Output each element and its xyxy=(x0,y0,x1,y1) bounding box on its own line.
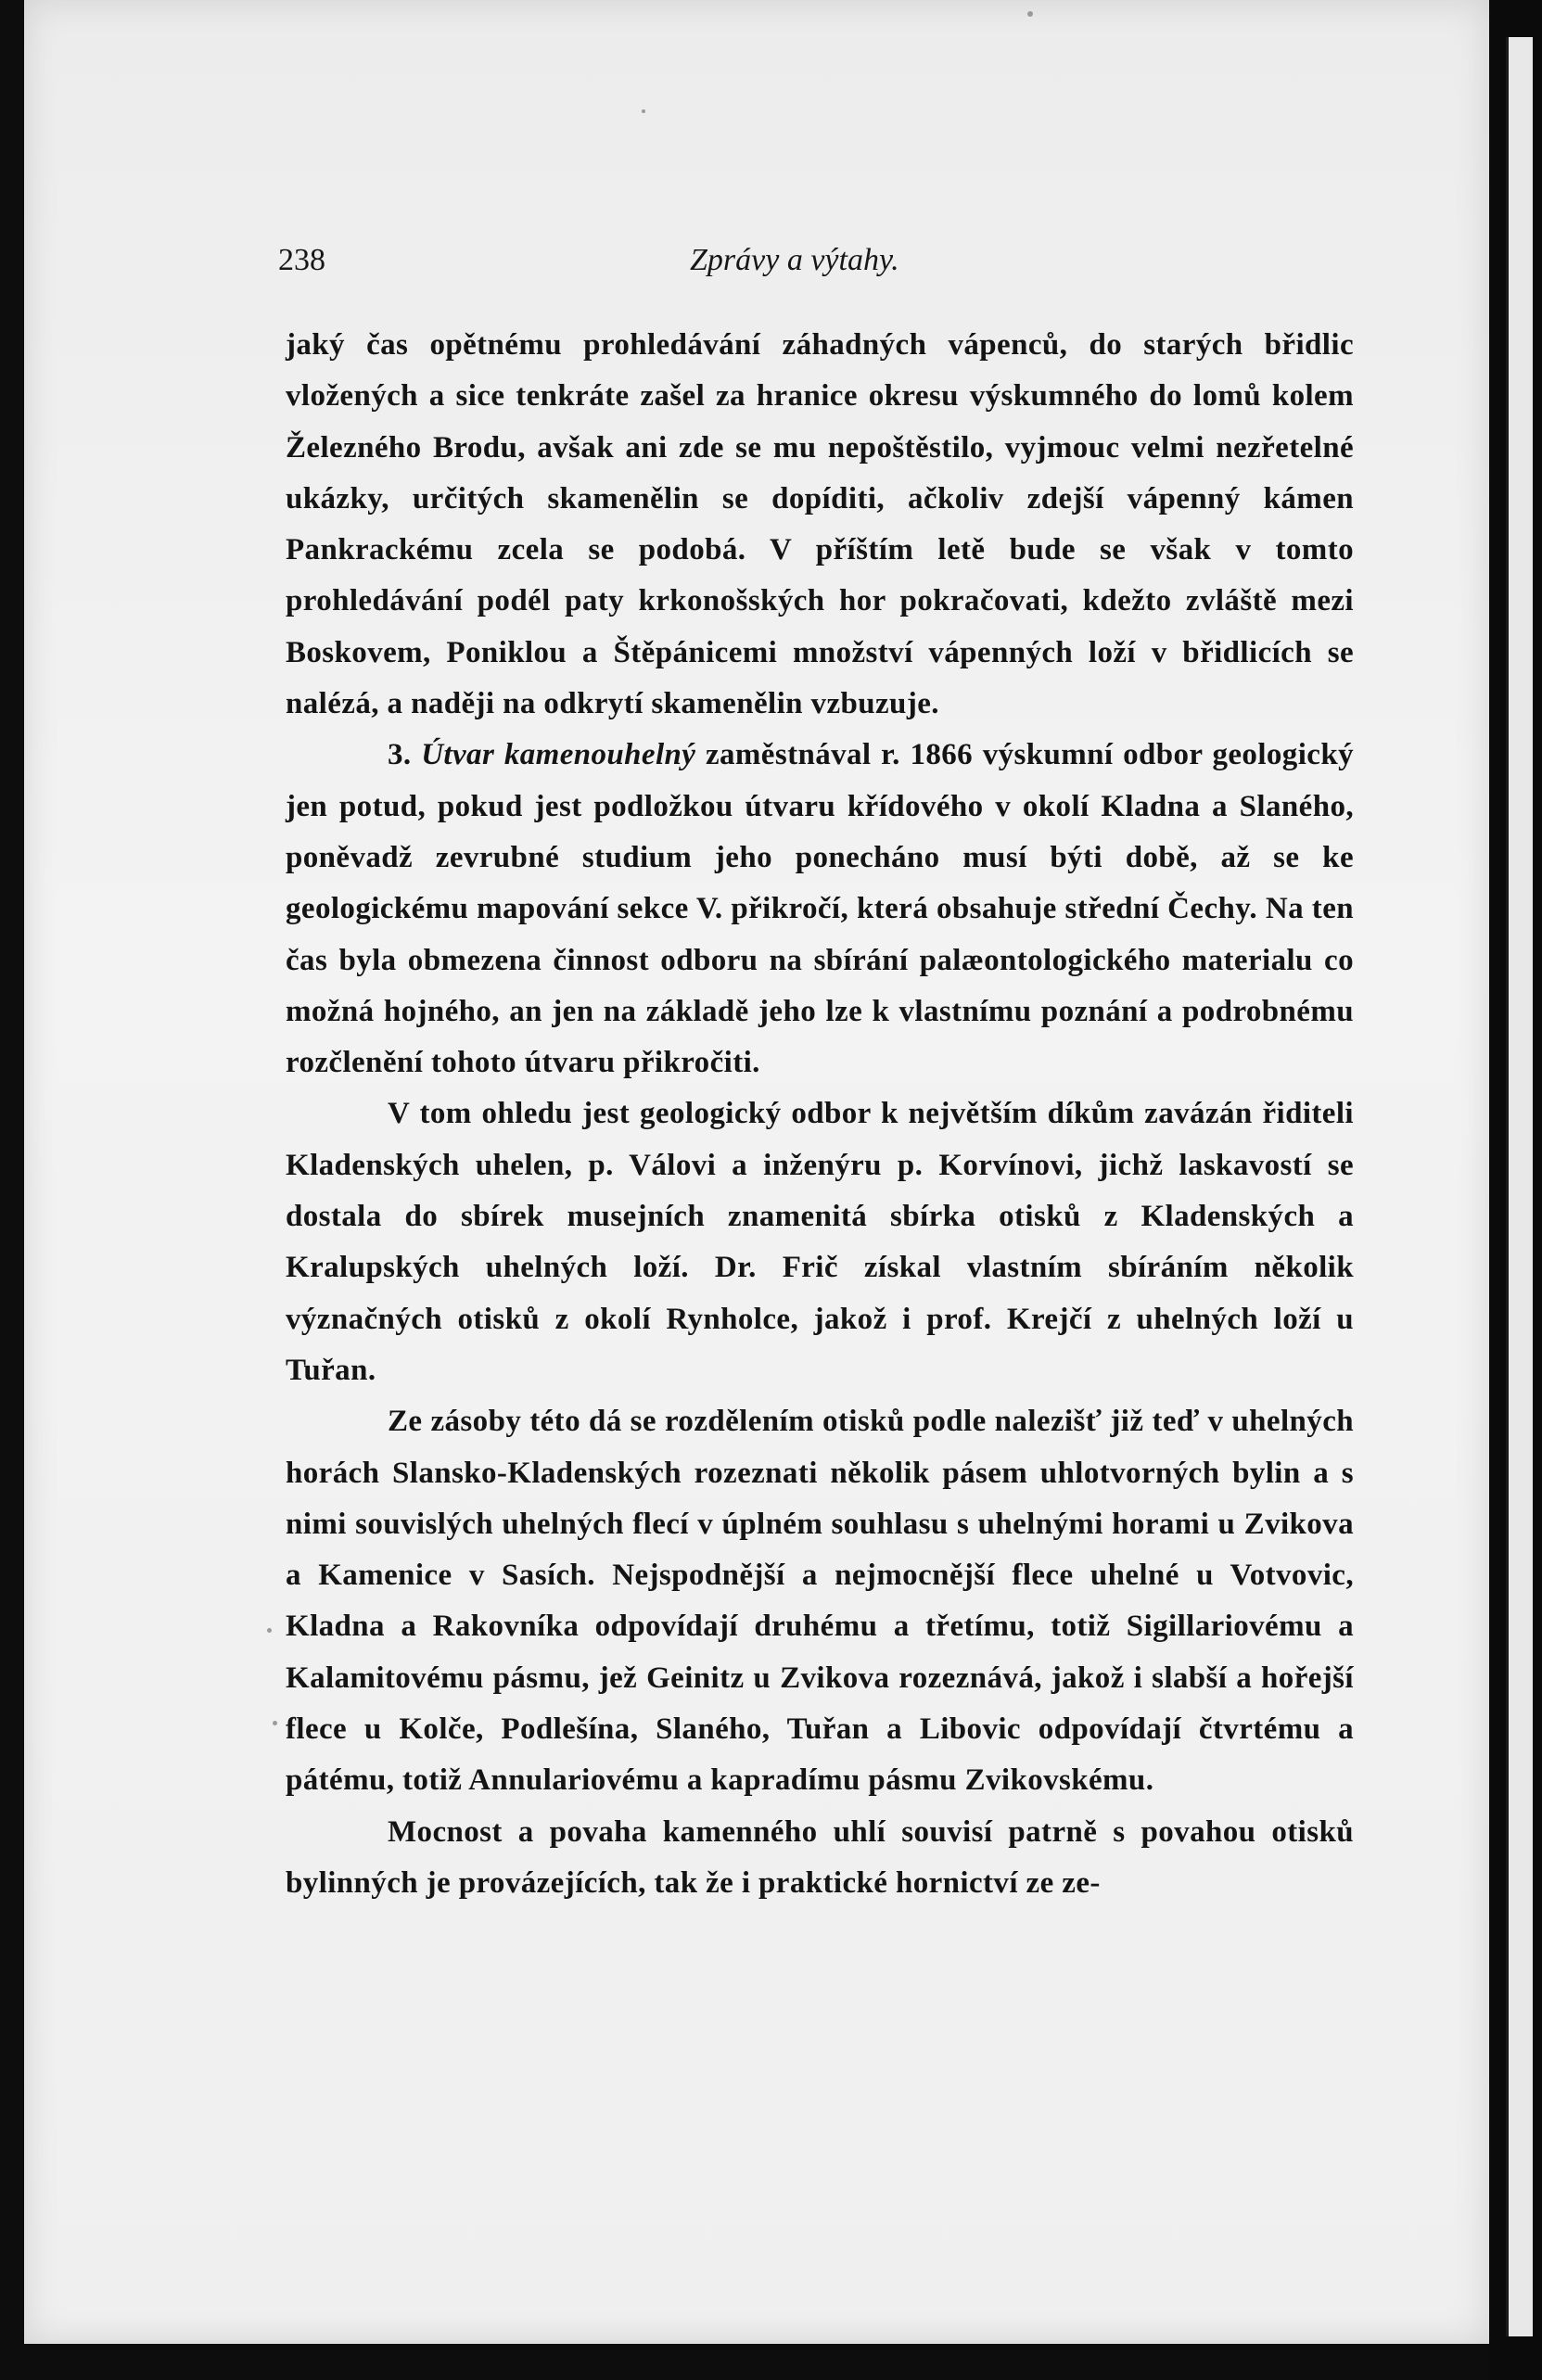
speck-mark xyxy=(267,1628,272,1633)
page-header xyxy=(278,243,1354,286)
paragraph-3: V tom ohledu jest geologický odbor k největším díkům zavázán řiditeli Kladenských uhelen, p. Válovi a inženýru p. Korvínovi, jichž laskavostí se dostala do sbírek musejních znamenitá sbírka otisků z Kladenských a Kralupských uhelných loží. Dr. Frič získal vlastním sbíráním několik význačných otisků z okolí Rynholce, jakož i prof. Krejčí z uhelných loží u Tuřan. xyxy=(286,1097,1354,1387)
running-head: Zprávy a výtahy. xyxy=(690,243,899,277)
speck-mark xyxy=(273,1721,277,1725)
paragraph-5: Mocnost a povaha kamenného uhlí souvisí patrně s povahou otisků bylinných je provázejících, tak že i praktické hornictví ze ze- xyxy=(286,1814,1354,1900)
paragraph-1: jaký čas opětnému prohledávání záhadných vápenců, do starých břidlic vložených a sice tenkráte zašel za hranice okresu výskumného do lomů kolem Železného Brodu, avšak ani zde se mu nepoštěstilo, vyjmouc velmi nezřetelné ukázky, určitých skamenělin se dopíditi, ačkoliv zdejší vápenný kámen Pankrackému zcela se podobá. V příštím letě bude se však v tomto prohledávání podél paty krkonošských hor pokračovati, kdežto zvláště mezi Boskovem, Poniklou a Štěpánicemi množství vápenných loží v břidlicích se nalézá, a naději na odkrytí skamenělin vzbuzuje. xyxy=(286,328,1354,721)
speck-mark xyxy=(1027,11,1033,17)
adjacent-page-edge xyxy=(1489,0,1542,2380)
section-title: Útvar kamenouhelný xyxy=(421,738,696,772)
paragraph-2 xyxy=(286,730,1354,1088)
adjacent-page-strip xyxy=(1506,37,1533,2336)
speck-mark xyxy=(642,109,645,113)
paragraph-2-text: zaměstnával r. 1866 výskumní odbor geologický jen potud, pokud jest podložkou útvaru křídového v okolí Kladna a Slaného, poněvadž zevrubné studium jeho ponecháno musí býti době, až se ke geologickému mapování sekce V. přikročí, která obsahuje střední Čechy. Na ten čas byla obmezena činnost odboru na sbírání palæontologického materialu co možná hojného, an jen na základě jeho lze k vlastnímu poznání a podrobnému rozčlenění tohoto útvaru přikročiti. xyxy=(286,738,1354,1080)
section-number: 3. xyxy=(388,738,412,772)
paragraph-4: Ze zásoby této dá se rozdělením otisků podle nalezišť již teď v uhelných horách Slansko-Kladenských rozeznati několik pásem uhlotvorných bylin a s nimi souvislých uhelných flecí v úplném souhlasu s uhelnými horami u Zvikova a Kamenice v Sasích. Nejspodnější a nejmocnější flece uhelné u Votvovic, Kladna a Rakovníka odpovídají druhému a třetímu, totiž Sigillariovému a Kalamitovému pásmu, jež Geinitz u Zvikova rozeznává, jakož i slabší a hořejší flece u Kolče, Podlešína, Slaného, Tuřan a Libovic odpovídají čtvrtému a pátému, totiž Annulariovému a kapradímu pásmu Zvikovskému. xyxy=(286,1405,1354,1798)
body-text xyxy=(286,320,1354,1909)
page-number: 238 xyxy=(278,243,325,277)
